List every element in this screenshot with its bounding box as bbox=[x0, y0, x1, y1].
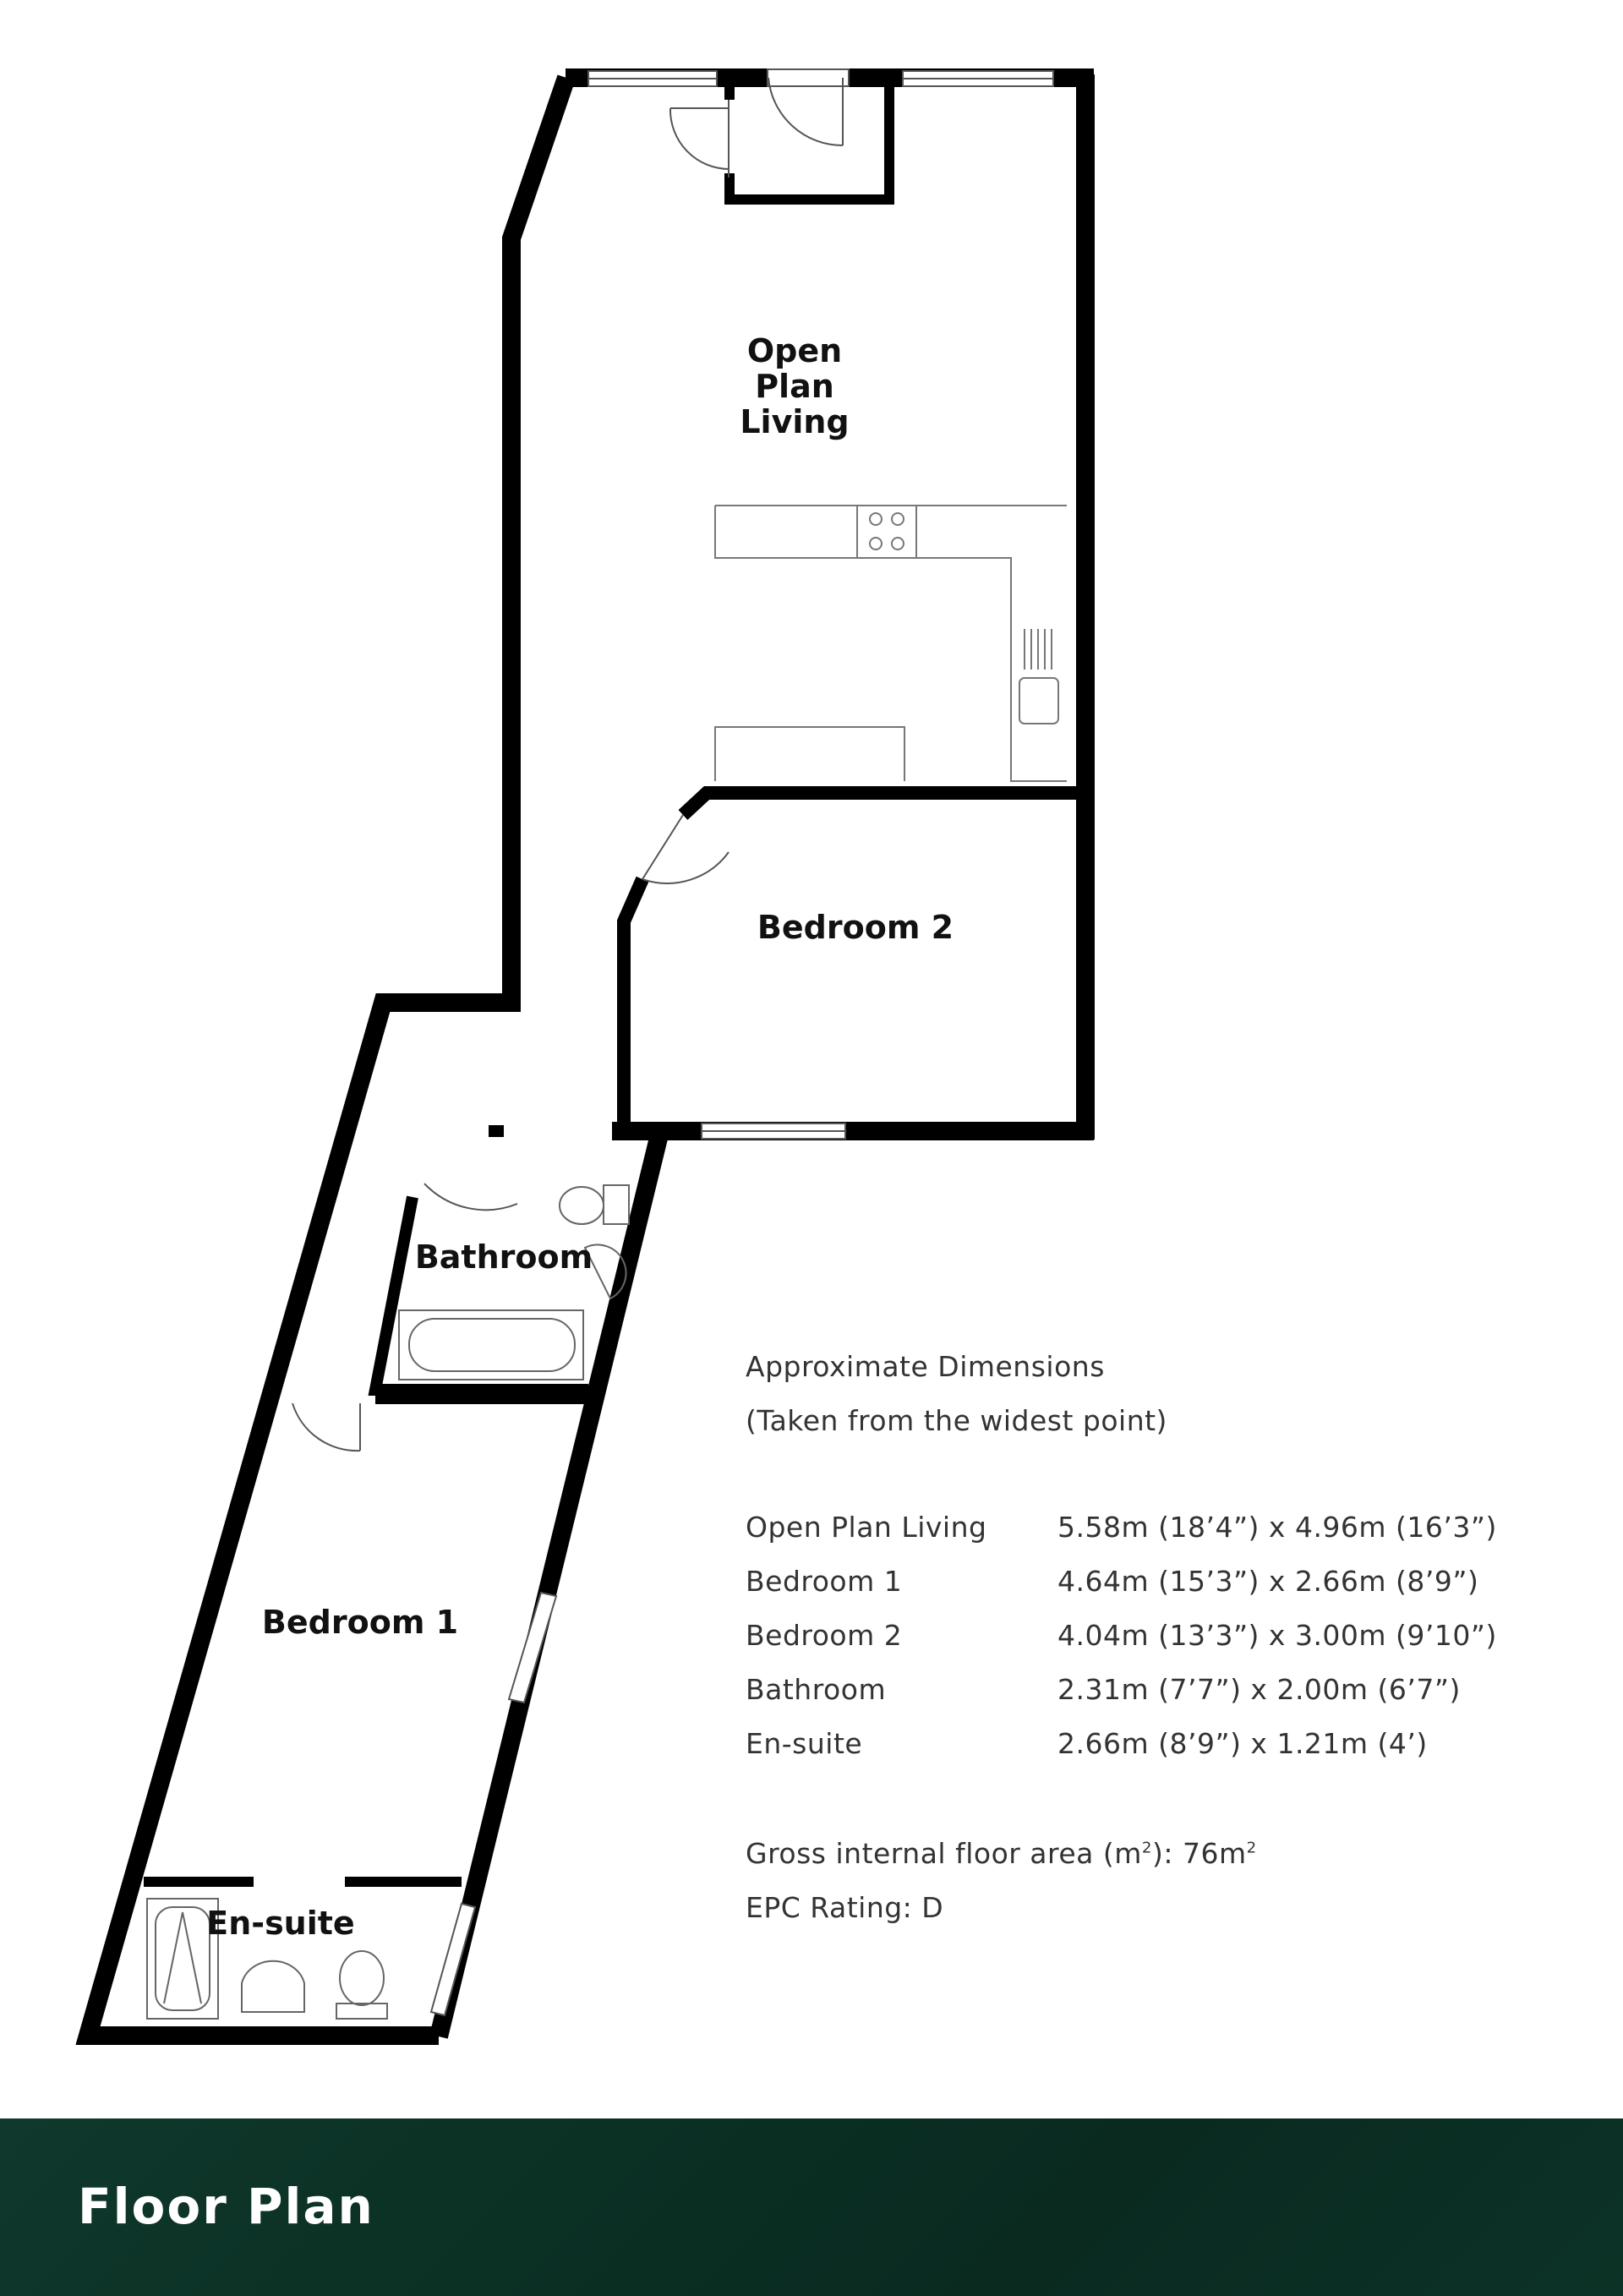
kitchen-units bbox=[715, 506, 1067, 781]
open-plan-label-line1: Open bbox=[746, 332, 843, 369]
dimension-value: 2.31m (7’7”) x 2.00m (6’7”) bbox=[1057, 1673, 1461, 1706]
bathroom-door bbox=[424, 1131, 517, 1210]
gia-sup2: 2 bbox=[1246, 1839, 1257, 1857]
dimension-room-name: Bedroom 1 bbox=[746, 1565, 903, 1598]
entrance-lobby bbox=[670, 69, 889, 205]
dimension-row bbox=[746, 1717, 1591, 1771]
dimensions-heading: Approximate Dimensions bbox=[746, 1350, 1105, 1383]
dimension-value: 4.64m (15’3”) x 2.66m (8’9”) bbox=[1057, 1565, 1479, 1598]
open-plan-label-line2: Plan bbox=[755, 368, 834, 405]
bedroom2-label: Bedroom 2 bbox=[757, 909, 954, 946]
dimension-value: 5.58m (18’4”) x 4.96m (16’3”) bbox=[1057, 1511, 1497, 1544]
gia-value: ): 76m bbox=[1151, 1837, 1247, 1870]
dimension-room-name: Bathroom bbox=[746, 1673, 887, 1706]
bathroom-fixtures bbox=[399, 1185, 629, 1380]
open-plan-label-line3: Living bbox=[740, 403, 850, 440]
footer-title: Floor Plan bbox=[78, 2178, 374, 2235]
bedroom1-door bbox=[292, 1403, 360, 1451]
dimension-row bbox=[746, 1609, 1591, 1663]
dimension-row bbox=[746, 1501, 1591, 1555]
epc-rating: EPC Rating: D bbox=[746, 1891, 944, 1924]
bedroom2-door bbox=[642, 815, 729, 883]
bathroom-label: Bathroom bbox=[414, 1238, 593, 1276]
dimension-row bbox=[746, 1663, 1591, 1717]
windows bbox=[588, 71, 1053, 1139]
ensuite-label: En-suite bbox=[206, 1905, 355, 1942]
dimensions-subheading: (Taken from the widest point) bbox=[746, 1404, 1167, 1437]
footer-banner bbox=[0, 2118, 1623, 2296]
dimensions-panel bbox=[746, 1340, 1591, 1935]
dimension-value: 4.04m (13’3”) x 3.00m (9’10”) bbox=[1057, 1619, 1497, 1652]
bedroom1-label: Bedroom 1 bbox=[261, 1604, 459, 1641]
gia-sup: 2 bbox=[1141, 1839, 1152, 1857]
dimension-value: 2.66m (8’9”) x 1.21m (4’) bbox=[1057, 1727, 1428, 1760]
dimension-room-name: Open Plan Living bbox=[746, 1511, 987, 1544]
gross-internal-area bbox=[746, 1827, 1591, 1881]
dimension-room-name: En-suite bbox=[746, 1727, 863, 1760]
gia-label: Gross internal floor area (m bbox=[746, 1837, 1142, 1870]
dimension-row bbox=[746, 1555, 1591, 1609]
dimension-room-name: Bedroom 2 bbox=[746, 1619, 903, 1652]
bedroom2-walls bbox=[624, 793, 1085, 1133]
